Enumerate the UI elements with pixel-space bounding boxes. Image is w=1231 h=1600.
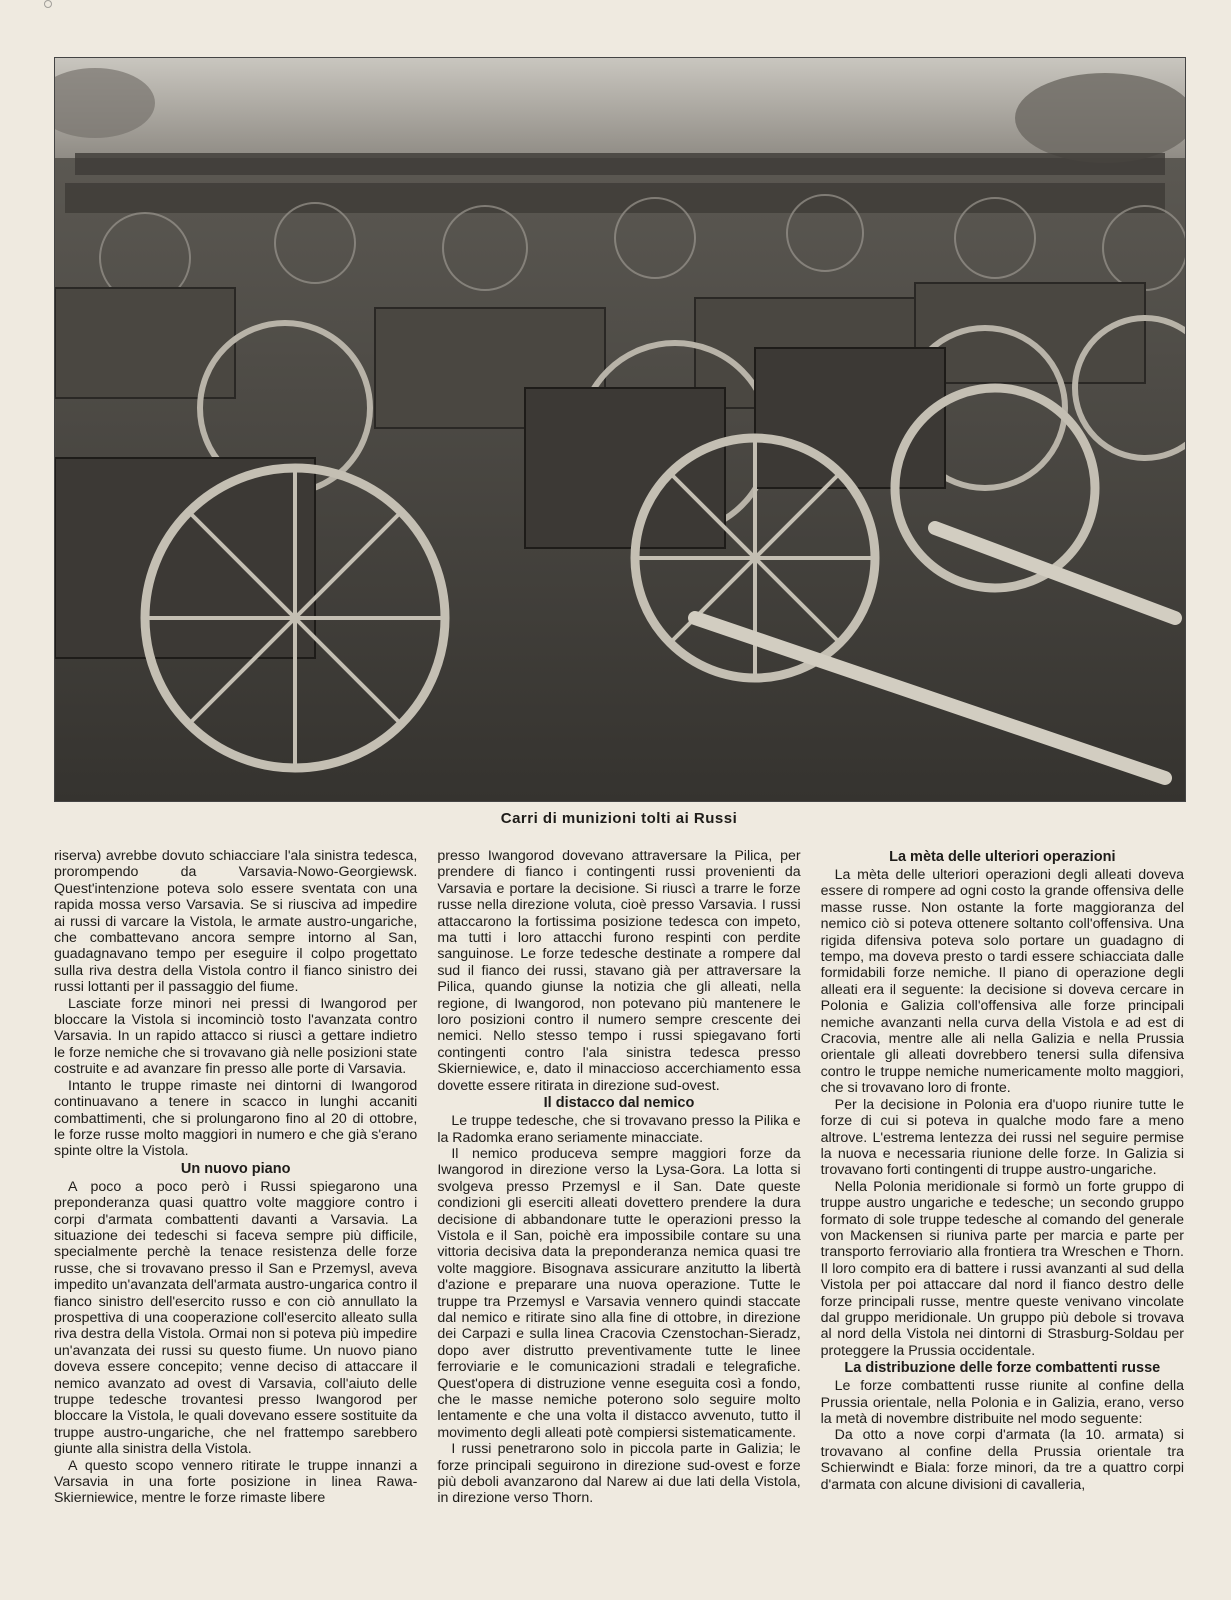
photo-caption: Carri di munizioni tolti ai Russi (500, 810, 738, 827)
section-heading: La mèta delle ulteriori operazioni (889, 849, 1116, 865)
paragraph: Da otto a nove corpi d'armata (la 10. armata) si trovavano al confine della Prussia orientale tra Schierwindt e Biala: forze minori, da tre a quattro corpi d'armata con alcune divisioni di cavalleria, (820, 1427, 1184, 1493)
section-heading: Il distacco dal nemico (543, 1095, 695, 1112)
paragraph: Nella Polonia meridionale si formò un forte gruppo di truppe austro ungariche e tedesche; un secondo gruppo formato di sole truppe tedesche al comando del generale von Mackensen si riuniva parte per marcia e parte per transporto ferroviario alla frontiera tra Wreschen e Thorn. Il loro compito era di battere i russi avanzanti al sud della Vistola per poi attaccare dal nord il fianco destro delle forze principali russe, mentre queste venivano vincolate dal gruppo meridionale. Un gruppo più debole si trovava al nord della Vistola nei dintorni di Strasburg-Soldau per proteggere la Prussia occidentale. (820, 1178, 1184, 1359)
article-columns (54, 848, 1184, 1593)
paragraph: presso Iwangorod dovevano attraversare la Pilica, per prendere di fianco i contingenti russi provenienti da Varsavia e portare la decisione. Si riuscì a trarre le forze russe nella direzione voluta, cioè presso Varsavia. I russi attaccarono la fortissima posizione tedesca con impeto, ma tutti i loro attacchi furono respinti con perdite sanguinose. Le forze tedesche destinate a rompere dal sud il fianco dei russi, stavano già per attraversare la Pilica, quando giunse la notizia che gli alleati, nella regione, di Iwangorod, non potevano più mantenere le loro posizioni contro il numero sempre crescente dei nemici. Nello stesso tempo i russi spiegavano forti contingenti contro l'ala sinistra tedesca presso Skierniewice, e, dato il minaccioso accerchiamento essa dovette essere ritirata in direzione sud-ovest. (437, 848, 801, 1094)
section-heading: La distribuzione delle forze combattenti russe (844, 1360, 1161, 1377)
section-heading: Un nuovo piano (180, 1160, 291, 1177)
paragraph: A questo scopo vennero ritirate le truppe innanzi a Varsavia in una forte posizione in linea Rawa-Skierniewice, mentre le forze rimaste libere (54, 1457, 418, 1507)
column-3 (821, 848, 1184, 1593)
photo-illustration (55, 58, 1185, 801)
paragraph: I russi penetrarono solo in piccola parte in Galizia; le forze principali seguirono in direzione sud-ovest e forze più deboli avanzarono dal Narew ai due lati della Vistola, in direzione verso Thorn. (437, 1441, 801, 1507)
paragraph: Lasciate forze minori nei pressi di Iwangorod per bloccare la Vistola si incominciò tosto l'avanzata contro Varsavia. In un rapido attacco si riuscì a gettare indietro le forze nemiche che si trovavano già nelle posizioni state costruite e ad avanzare fin presso alle porte di Varsavia. (54, 995, 418, 1078)
column-1 (54, 848, 417, 1593)
paragraph: Per la decisione in Polonia era d'uopo riunire tutte le forze di cui si poteva in qualche modo fare a meno altrove. L'estrema lentezza dei russi nel seguire permise la nuova e necessaria riunione delle forze. In Galizia si trovavano forti contingenti di truppe austro-ungariche. (820, 1096, 1184, 1179)
page-corner-mark (44, 0, 52, 8)
paragraph: Le forze combattenti russe riunite al confine della Prussia orientale, nella Polonia e in Galizia, erano, verso la metà di novembre distribuite nel modo seguente: (820, 1378, 1184, 1427)
paragraph: riserva) avrebbe dovuto schiacciare l'ala sinistra tedesca, prorompendo da Varsavia-Nowo-Georgiewsk. Quest'intenzione poteva solo essere sventata con una rapida mossa verso Varsavia. Se si riusciva ad impedire ai russi di varcare la Vistola, le armate austro-ungariche, che combattevano ancora sempre intorno al San, guadagnavano tempo per eseguire il colpo progettato sulla riva destra della Vistola contro il fianco sinistro dei russi lottanti per il passaggio del fiume. (54, 848, 418, 996)
paragraph: Intanto le truppe rimaste nei dintorni di Iwangorod continuavano a tenere in scacco in lunghi accaniti combattimenti, che si prolungarono fino al 20 di ottobre, le forze russe molto maggiori in numero e che già s'erano spinte oltre la Vistola. (54, 1077, 418, 1160)
photo-ammunition-carts (54, 57, 1186, 802)
paragraph: Le truppe tedesche, che si trovavano presso la Pilika e la Radomka erano seriamente minacciate. (437, 1113, 801, 1146)
paragraph: A poco a poco però i Russi spiegarono una preponderanza quasi quattro volte maggiore contro i corpi d'armata combattenti davanti a Varsavia. La situazione dei tedeschi si faceva sempre più difficile, specialmente perchè la tenace resistenza delle forze russe, che si trovavano presso il San e Przemysl, aveva impedito un'avanzata dell'armata austro-ungarica contro il fianco sinistro dell'esercito russo e con ciò annullato la prospettiva di una cooperazione coll'esercito alleato sulla riva destra della Vistola. Ormai non si poteva più impedire un'avanzata dei russi su questo fiume. Un nuovo piano doveva essere concepito; venne deciso di attaccare il nemico avanzato ad ovest di Varsavia, coll'aiuto delle truppe tedesche trovantesi presso Iwangorod per bloccare la Vistola, le quali dovevano essere sostituite da truppe austro-ungariche, che nel frattempo sarebbero giunte alla sinistra della Vistola. (54, 1178, 418, 1458)
paragraph: Il nemico produceva sempre maggiori forze da Iwangorod in direzione verso la Lysa-Gora. La lotta si svolgeva presso Przemysl e il San. Date queste condizioni gli eserciti alleati dovettero prendere la dura decisione di abbandonare tutte le operazioni presso la Vistola e il San, poichè era impossibile contare su una vittoria decisiva data la preponderanza nemica quasi tre volte maggiore. Bisognava assicurare anzitutto la libertà d'azione e preparare una nuova operazione. Tutte le truppe tra Przemysl e Varsavia vennero quindi staccate dal nemico e ritirate sino alla fine di ottobre, in direzione dei Carpazi e sulla linea Cracovia Czenstochan-Sieradz, dopo aver distrutto preventivamente tutte le linee ferroviarie e le comunicazioni stradali e telegrafiche. Quest'opera di distruzione venne eseguita così a fondo, che le masse nemiche poterono solo seguire molto lentamente e che una volta il distacco avvenuto, tutto il movimento degli alleati potè compiersi sistematicamente. (437, 1145, 801, 1441)
column-2 (437, 848, 800, 1593)
paragraph: La mèta delle ulteriori operazioni degli alleati doveva essere di rompere ad ogni costo la grande offensiva delle masse russe. Non ostante la forte maggioranza del nemico ciò si poteva ottenere soltanto coll'offensiva. Una rigida difensiva poteva solo portare un guadagno di tempo, ma doveva presto o tardi essere schiacciata dalle formidabili forze nemiche. Il piano di operazione degli alleati era il seguente: la decisione si doveva cercare in Polonia e Galizia coll'offensiva alle forze principali nemiche avanzanti nella curva della Vistola e ad est di Cracovia, mentre alle ali nella Galizia e nella Prussia orientale gli alleati dovrebbero tenersi sulla difensiva contro le truppe nemiche numericamente molto maggiori, che si trovavano loro di fronte. (820, 867, 1184, 1097)
